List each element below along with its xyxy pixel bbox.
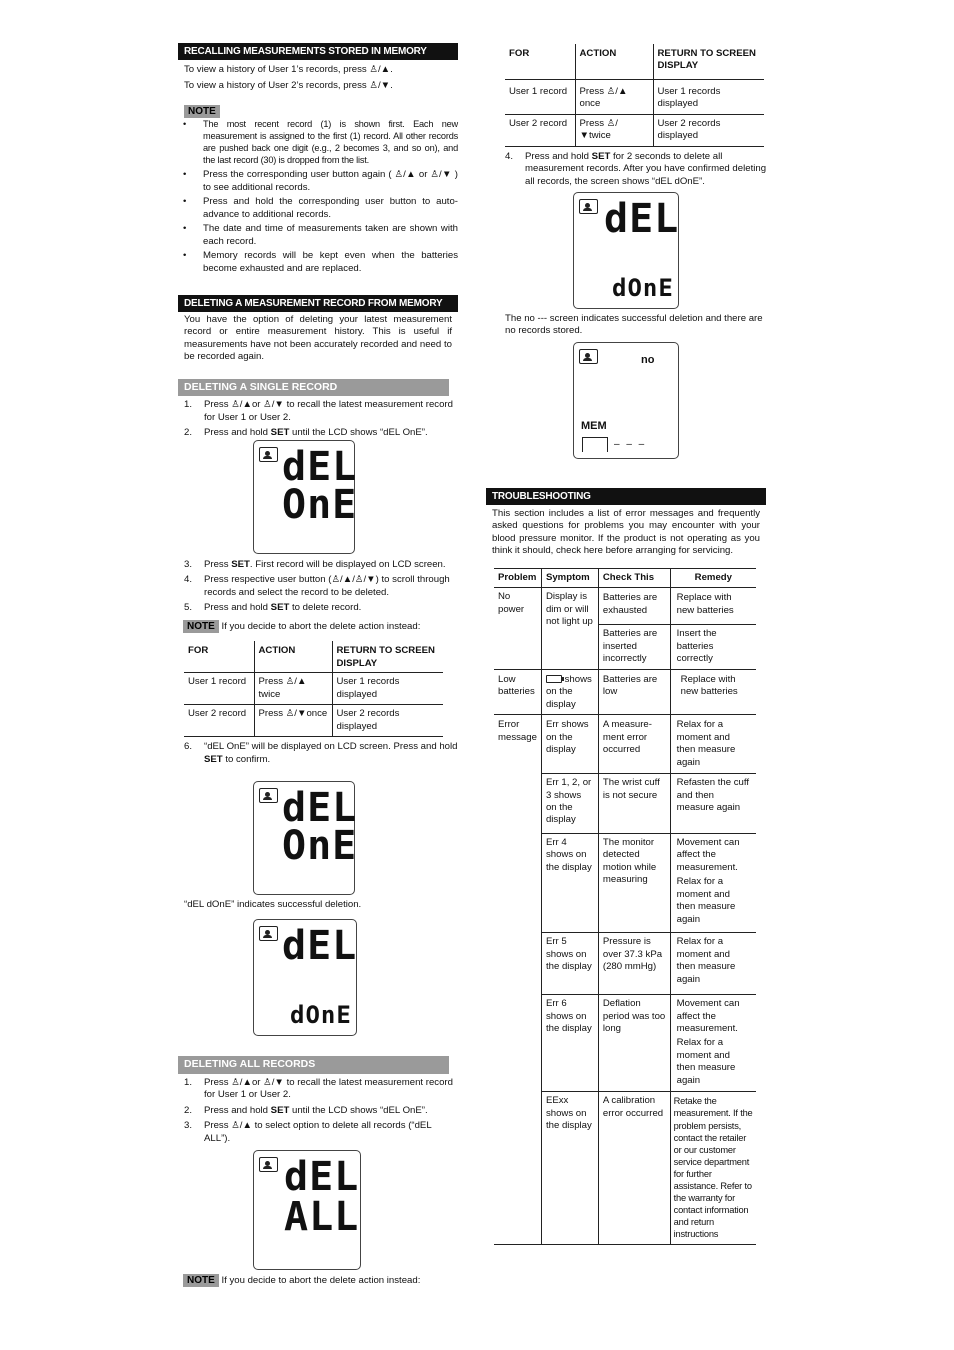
- single-steps-continued: [178, 559, 458, 769]
- right-column: [505, 44, 767, 191]
- user-icon: [259, 1157, 278, 1172]
- lcd-dashes: – – –: [614, 439, 647, 450]
- note-text: If you decide to abort the delete action instead:: [218, 620, 421, 632]
- lcd-del-done-1: [253, 919, 357, 1036]
- lcd-text-del: dEL: [282, 923, 358, 969]
- lcd-text-all: ALL: [284, 1194, 360, 1240]
- recall-line-1: To view a history of User 1’s records, press ♙/▲.: [184, 64, 393, 75]
- step-item: 1. Press ♙/▲or ♙/▼ to recall the latest measurement record for User 1 or User 2.: [184, 399, 453, 423]
- step-item: 2. Press and hold SET until the LCD shows “dEL OnE”.: [184, 427, 428, 439]
- lcd-del-one-2: [253, 781, 358, 895]
- lcd-text-done: dOnE: [290, 1001, 352, 1029]
- all-section: [178, 1056, 458, 1148]
- note-item: • The most recent record (1) is shown first. Each new measurement is assigned to the first (1) record. All other records are pushed back one digit (e.g., 2 becomes 3, and so on), and the last record (30) is dropped from the list.: [178, 119, 458, 167]
- lcd-text-del: dEL: [282, 785, 358, 831]
- table-row: Err 4 shows on the display The monitor detected motion while measuring Movement can affect the measurement. Relax for a moment and then measure again: [494, 833, 756, 932]
- table-header-row: Problem Symptom Check This Remedy: [494, 568, 756, 587]
- step-item: 1. Press ♙/▲or ♙/▼ to recall the latest measurement record for User 1 or User 2.: [184, 1076, 453, 1101]
- user-icon: [259, 926, 278, 941]
- lcd-text-del: dEL: [284, 1154, 360, 1200]
- table-row: Err 6 shows on the display Deflation period was too long Movement can affect the measurement. Relax for a moment and then measure again: [494, 995, 756, 1092]
- lcd-text-del: dEL: [604, 196, 680, 242]
- table-row: Err 1, 2, or 3 shows on the display The wrist cuff is not secure Refasten the cuff and then measure again: [494, 774, 756, 834]
- user-icon: [259, 788, 278, 803]
- note-item: • Memory records will be kept even when the batteries become exhausted and are replaced.: [178, 250, 458, 275]
- lcd-text-mem: MEM: [581, 420, 607, 432]
- table-header-row: FOR ACTION RETURN TO SCREEN DISPLAY: [184, 641, 443, 672]
- note-label: NOTE: [183, 620, 219, 633]
- note-item: • Press and hold the corresponding user button to auto-advance to additional records.: [178, 196, 458, 221]
- table-row: Low batteries shows on the display Batteries are low Replace with new batteries: [494, 669, 756, 714]
- abort-table-single: [184, 641, 443, 737]
- step-item: 3. Press ♙/▲ to select option to delete all records (“dEL ALL”).: [184, 1120, 432, 1144]
- all-header: DELETING ALL RECORDS: [178, 1056, 449, 1074]
- lcd-no-mem: [573, 342, 679, 459]
- no-text: The no --- screen indicates successful deletion and there are no records stored.: [505, 313, 763, 337]
- troubleshooting-table: [494, 568, 756, 1245]
- troubleshooting-header: TROUBLESHOOTING: [486, 488, 766, 505]
- left-column: [178, 43, 458, 443]
- lcd-text-no: no: [641, 354, 655, 366]
- table-header-row: FOR ACTION RETURN TO SCREEN DISPLAY: [505, 44, 764, 79]
- note-label: NOTE: [183, 1274, 219, 1287]
- note-item: • The date and time of measurements taken are shown with each record.: [178, 223, 458, 248]
- deleting-header: DELETING A MEASUREMENT RECORD FROM MEMORY: [178, 295, 458, 312]
- table-row: No power Display is dim or will not light up Batteries are exhausted Batteries are inserted incorrectly Replace with new batteries Insert the batteries correctly: [494, 588, 756, 669]
- step-item: 4. Press and hold SET for 2 seconds to delete all measurement records. After you have confirmed deleting all records, the screen shows “dEL dOnE”.: [505, 150, 767, 187]
- step-item: 4. Press respective user button (♙/▲/♙/▼) to scroll through records and select the record to be deleted.: [184, 574, 450, 598]
- step-item: 3. Press SET. First record will be displayed on LCD screen.: [184, 559, 446, 570]
- single-steps: [178, 399, 458, 439]
- lcd-text-one: OnE: [282, 482, 358, 528]
- table-row: EExx shows on the display A calibration error occurred Retake the measurement. If the problem persists, contact the retailer or our customer service department for further assistance. Refer to the warranty for contact information and return instructions: [494, 1092, 756, 1245]
- user-icon: [259, 447, 278, 462]
- table-row: User 1 record Press ♙/▲ once User 1 records displayed: [505, 79, 764, 114]
- user-icon: [579, 349, 598, 364]
- troubleshooting-intro: This section includes a list of error messages and frequently asked questions for problems you may encounter with your blood pressure monitor. If the product is not operating as you think it should, check here before arranging for servicing.: [492, 508, 760, 557]
- battery-icon: [546, 675, 562, 683]
- deleting-intro: You have the option of deleting your latest measurement record or entire measurement history. This is useful if measurements have not been accurately recorded and need to be recorded again.: [184, 313, 452, 363]
- recall-header: RECALLING MEASUREMENTS STORED IN MEMORY: [178, 43, 458, 60]
- step-item: 6. “dEL OnE” will be displayed on LCD screen. Press and hold SET to confirm.: [184, 741, 458, 765]
- lcd-text-del: dEL: [282, 444, 358, 490]
- note-text: If you decide to abort the delete action instead:: [218, 1275, 421, 1286]
- table-row: User 2 record Press ♙/▼twice User 2 records displayed: [505, 114, 764, 146]
- lcd-del-all: [253, 1150, 361, 1270]
- done-text: “dEL dOnE” indicates successful deletion.: [184, 899, 362, 910]
- abort-table-all: [505, 44, 764, 147]
- user-icon: [579, 199, 598, 214]
- step-item: 2. Press and hold SET until the LCD shows “dEL OnE”.: [184, 1104, 428, 1116]
- table-row: Error message Err shows on the display A measure-ment error occurred Relax for a moment and then measure again: [494, 715, 756, 774]
- table-row: User 2 record Press ♙/▼once User 2 records displayed: [184, 705, 443, 737]
- lcd-dash-box: [582, 437, 608, 452]
- step-item: 5. Press and hold SET to delete record.: [184, 602, 362, 614]
- table-row: Err 5 shows on the display Pressure is over 37.3 kPa (280 mmHg) Relax for a moment and then measure again: [494, 933, 756, 995]
- recall-notes: [178, 119, 458, 275]
- lcd-text-done: dOnE: [612, 274, 674, 302]
- note-item: • Press the corresponding user button again ( ♙/▲ or ♙/▼ ) to see additional records.: [178, 169, 458, 194]
- troubleshooting-section: [486, 488, 766, 1245]
- recall-line-2: To view a history of User 2’s records, press ♙/▼.: [184, 80, 393, 92]
- lcd-del-one-1: [253, 440, 358, 554]
- note-label: NOTE: [184, 105, 220, 118]
- lcd-del-done-2: [573, 192, 679, 309]
- single-header: DELETING A SINGLE RECORD: [178, 379, 449, 397]
- table-row: User 1 record Press ♙/▲ twice User 1 records displayed: [184, 673, 443, 705]
- lcd-text-one: OnE: [282, 823, 358, 869]
